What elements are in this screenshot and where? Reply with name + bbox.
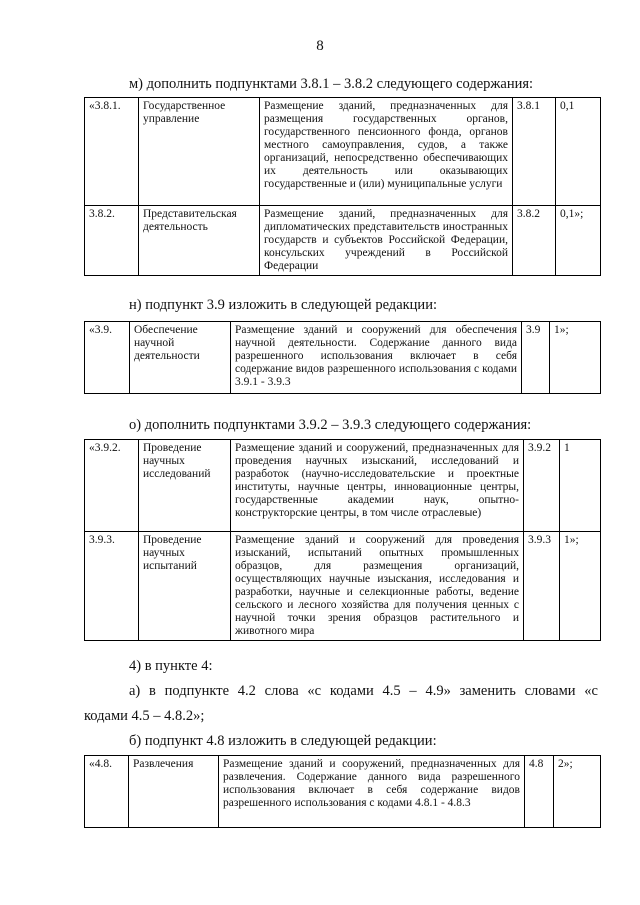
table-row — [85, 322, 601, 394]
row-number: 3.8.2. — [85, 206, 139, 276]
row-description: Размещение зданий и сооружений для обеспечения научной деятельности. Содержание данного вида разрешенного использования включает в себя содержание видов разрешенного использования с кодами 3.9.1 - 3.9.3 — [231, 322, 522, 394]
row-number: «3.9. — [85, 322, 130, 394]
row-description: Размещение зданий и сооружений, предназначенных для развлечения. Содержание данного вида разрешенного использования включает в себя содержание видов разрешенного использования с кодами 4.8.1 - 4.8.3 — [219, 756, 525, 828]
table-row — [85, 98, 601, 206]
row-value: 1»; — [550, 322, 601, 394]
row-number: «4.8. — [85, 756, 129, 828]
row-value: 1 — [560, 440, 601, 532]
row-code: 3.8.1 — [513, 98, 556, 206]
row-code: 4.8 — [525, 756, 554, 828]
item4-sub-b: б) подпункт 4.8 изложить в следующей редакции: — [129, 733, 437, 749]
row-number: «3.8.1. — [85, 98, 139, 206]
table-row — [85, 532, 601, 641]
table-4-8 — [84, 755, 601, 828]
page-number: 8 — [316, 38, 324, 54]
row-description: Размещение зданий, предназначенных для дипломатических представительств иностранных государств и субъектов Российской Федерации, консульских учреждений в Российской Федерации — [260, 206, 513, 276]
section-o-heading: о) дополнить подпунктами 3.9.2 – 3.9.3 следующего содержания: — [129, 417, 532, 433]
row-name: Государственное управление — [139, 98, 260, 206]
table-3-9-2 — [84, 439, 601, 641]
item4-heading: 4) в пункте 4: — [129, 658, 213, 674]
table-3-8 — [84, 97, 601, 276]
row-code: 3.9 — [522, 322, 550, 394]
row-value: 2»; — [554, 756, 601, 828]
row-value: 1»; — [560, 532, 601, 641]
row-name: Развлечения — [129, 756, 219, 828]
row-name: Проведение научных исследований — [139, 440, 231, 532]
row-value: 0,1»; — [556, 206, 601, 276]
row-name: Обеспечение научной деятельности — [130, 322, 231, 394]
row-number: 3.9.3. — [85, 532, 139, 641]
row-code: 3.8.2 — [513, 206, 556, 276]
row-code: 3.9.3 — [524, 532, 560, 641]
row-description: Размещение зданий, предназначенных для размещения государственных органов, государственного пенсионного фонда, органов местного самоуправления, судов, а также организаций, непосредственно обеспечивающих их деятельность или оказывающих государственные и (или) муниципальные услуги — [260, 98, 513, 206]
row-number: «3.9.2. — [85, 440, 139, 532]
row-name: Представительская деятельность — [139, 206, 260, 276]
section-n-heading: н) подпункт 3.9 изложить в следующей редакции: — [129, 297, 437, 313]
table-row — [85, 440, 601, 532]
item4-sub-a-line2: кодами 4.5 – 4.8.2»; — [84, 708, 205, 724]
table-row — [85, 756, 601, 828]
row-code: 3.9.2 — [524, 440, 560, 532]
item4-sub-a-line1: а) в подпункте 4.2 слова «с кодами 4.5 – 4.9» заменить словами «с — [129, 683, 598, 699]
table-3-9 — [84, 321, 601, 394]
row-value: 0,1 — [556, 98, 601, 206]
row-description: Размещение зданий и сооружений, предназначенных для проведения научных изысканий, исследований и разработок (научно-исследовательские и проектные институты, научные центры, инновационные центры, государственные академии наук, опытно-конструкторские центры, в том числе отраслевые) — [231, 440, 524, 532]
row-name: Проведение научных испытаний — [139, 532, 231, 641]
table-row — [85, 206, 601, 276]
section-m-heading: м) дополнить подпунктами 3.8.1 – 3.8.2 следующего содержания: — [129, 76, 534, 92]
row-description: Размещение зданий и сооружений для проведения изысканий, испытаний опытных промышленных образцов, для размещения организаций, осуществляющих научные изыскания, исследования и разработки, научные и селекционные работы, ведение сельского и лесного хозяйства для получения ценных с научной точки зрения образцов растительного и животного мира — [231, 532, 524, 641]
